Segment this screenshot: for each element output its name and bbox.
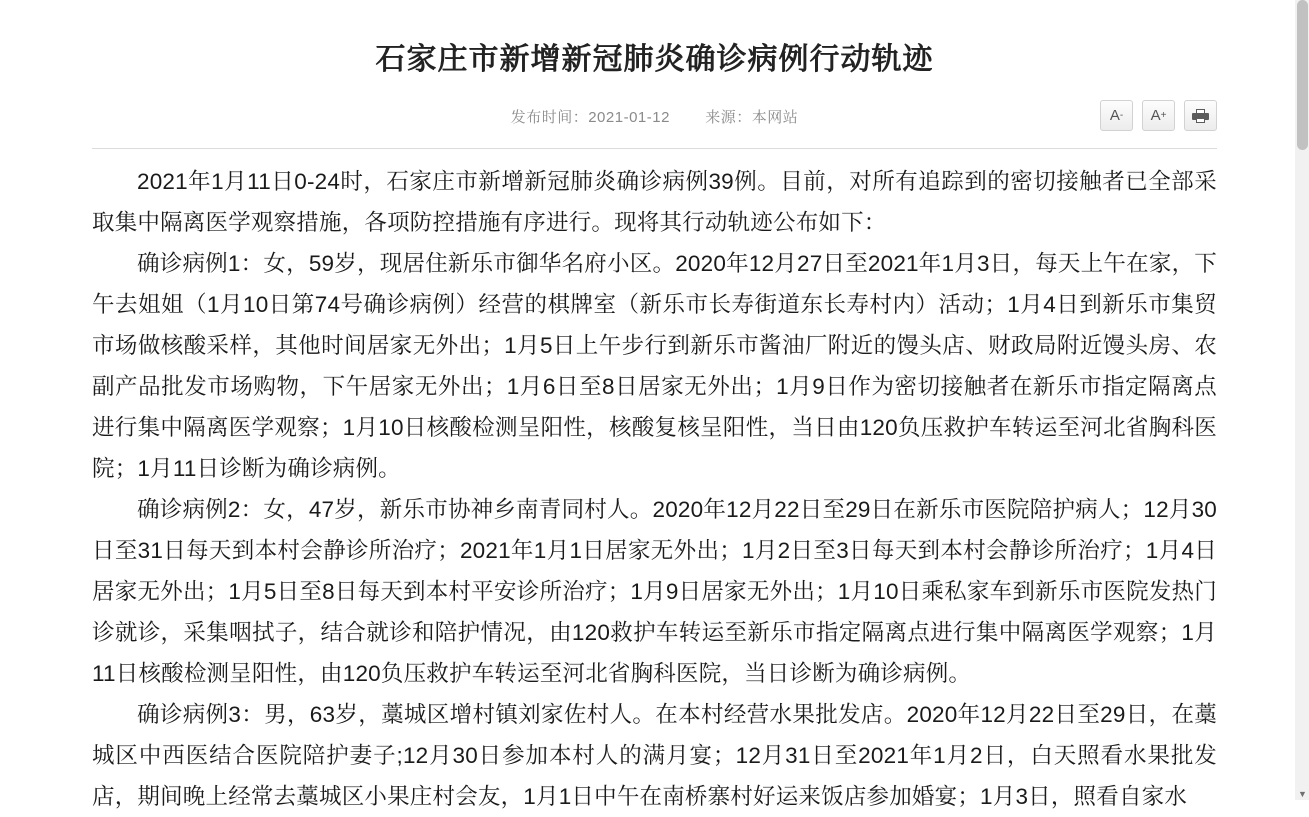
printer-icon-top [1196, 109, 1205, 113]
print-button[interactable] [1184, 100, 1217, 131]
font-increase-label: A [1150, 107, 1161, 124]
page-title: 石家庄市新增新冠肺炎确诊病例行动轨迹 [375, 43, 934, 76]
printer-icon [1192, 109, 1209, 123]
font-increase-sup: + [1160, 109, 1167, 121]
font-decrease-label: A [1109, 107, 1120, 124]
article-paragraph: 确诊病例2：女，47岁，新乐市协神乡南青同村人。2020年12月22日至29日在新乐市医院陪护病人；12月30日至31日每天到本村会静诊所治疗；2021年1月1日居家无外出；1月2日至3日每天到本村会静诊所治疗；1月4日居家无外出；1月5日至8日每天到本村平安诊所治疗；1月9日居家无外出；1月10日乘私家车到新乐市医院发热门诊就诊，采集咽拭子，结合就诊和陪护情况，由120救护车转运至新乐市指定隔离点进行集中隔离医学观察；1月11日核酸检测呈阳性，由120负压救护车转运至河北省胸科医院，当日诊断为确诊病例。 [92, 497, 1217, 686]
vertical-scrollbar[interactable] [1295, 0, 1309, 800]
publish-time: 发布时间：2021-01-12 [510, 109, 670, 126]
article-paragraph: 确诊病例1：女，59岁，现居住新乐市御华名府小区。2020年12月27日至2021年1月3日，每天上午在家，下午去姐姐（1月10日第74号确诊病例）经营的棋牌室（新乐市长寿街道东长寿村内）活动；1月4日到新乐市集贸市场做核酸采样，其他时间居家无外出；1月5日上午步行到新乐市酱油厂附近的馒头店、财政局附近馒头房、农副产品批发市场购物，下午居家无外出；1月6日至8日居家无外出；1月9日作为密切接触者在新乐市指定隔离点进行集中隔离医学观察；1月10日核酸检测呈阳性，核酸复核呈阳性，当日由120负压救护车转运至河北省胸科医院；1月11日诊断为确诊病例。 [92, 251, 1217, 481]
article-body [92, 149, 1217, 817]
article-paragraph: 2021年1月11日0-24时，石家庄市新增新冠肺炎确诊病例39例。目前，对所有追踪到的密切接触者已全部采取集中隔离医学观察措施，各项防控措施有序进行。现将其行动轨迹公布如下： [92, 169, 1217, 235]
scroll-down-arrow-icon[interactable]: ▼ [1298, 789, 1307, 799]
article-meta-row [92, 98, 1217, 144]
article-meta [92, 98, 1217, 138]
font-decrease-button[interactable] [1100, 100, 1133, 131]
article-source: 来源：本网站 [705, 109, 799, 126]
article-toolbar [1100, 100, 1217, 131]
scrollbar-thumb[interactable] [1297, 0, 1308, 150]
printer-icon-paper [1196, 118, 1205, 123]
font-decrease-sup: - [1119, 109, 1124, 121]
article-container [92, 0, 1217, 817]
font-increase-button[interactable] [1142, 100, 1175, 131]
article-paragraph: 确诊病例3：男，63岁，藁城区增村镇刘家佐村人。在本村经营水果批发店。2020年12月22日至29日，在藁城区中西医结合医院陪护妻子;12月30日参加本村人的满月宴；12月31日至2021年1月2日，白天照看水果批发店，期间晚上经常去藁城区小果庄村会友，1月1日中午在南桥寨村好运来饭店参加婚宴；1月3日，照看自家水 [92, 702, 1217, 809]
